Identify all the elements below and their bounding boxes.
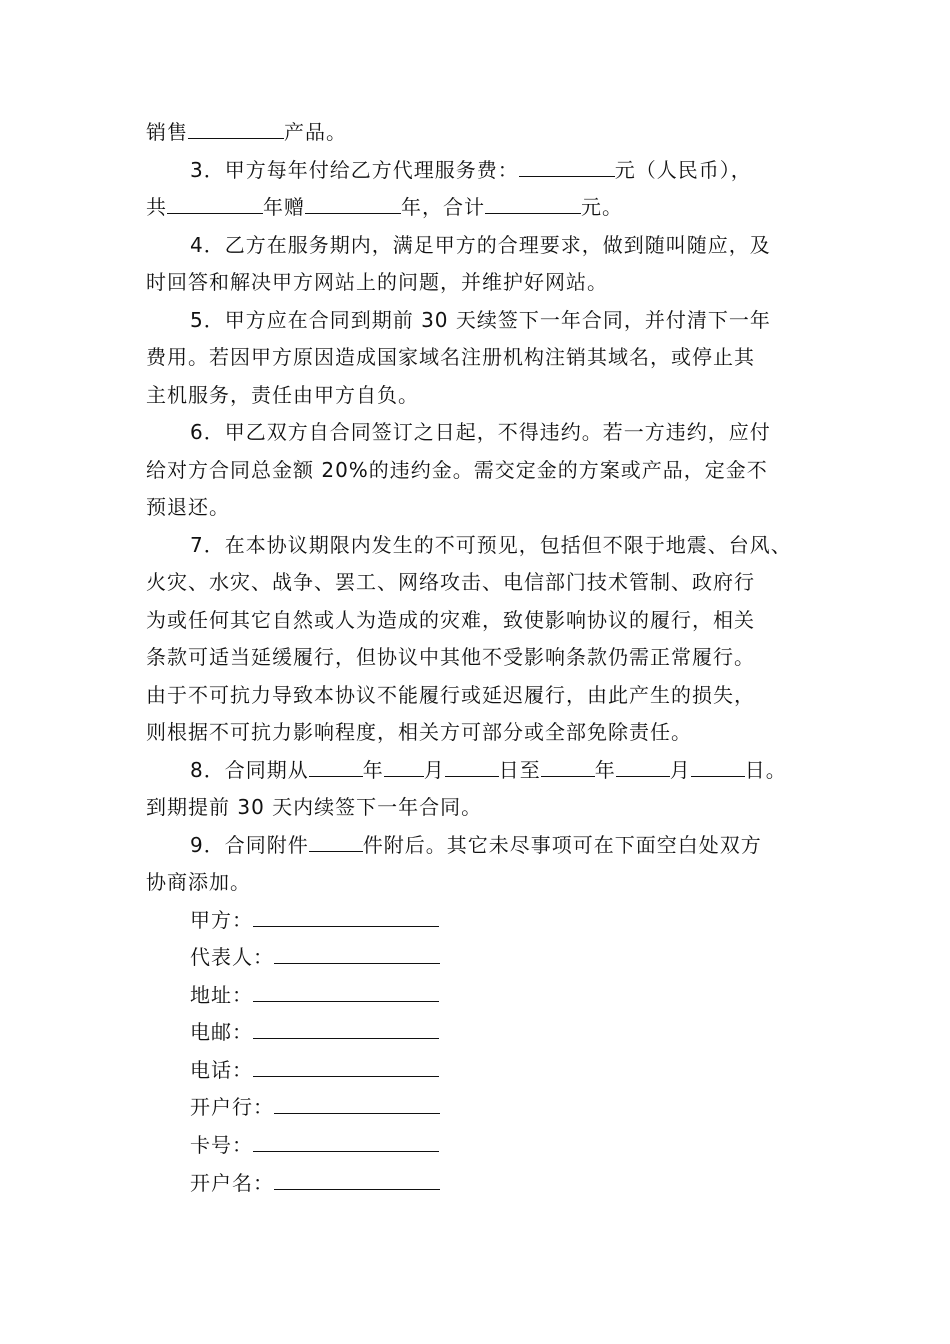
text-segment: 年	[362, 757, 384, 782]
blank-field	[445, 754, 499, 777]
contract-page	[146, 114, 810, 1202]
blank-field	[541, 754, 595, 777]
text-segment: 共	[146, 195, 167, 219]
text-line	[146, 152, 810, 190]
signature-field	[146, 939, 810, 977]
field-label: 甲方：	[190, 907, 253, 932]
text-line: 火灾、水灾、战争、罢工、网络攻击、电信部门技术管制、政府行	[146, 570, 755, 594]
text-segment: 8．合同期从	[190, 757, 309, 782]
signature-field	[146, 1052, 810, 1090]
text-segment: 元。	[581, 195, 623, 219]
blank-field	[253, 1054, 439, 1077]
blank-field	[274, 1091, 440, 1114]
text-line: 费用。若因甲方原因造成国家域名注册机构注销其域名，或停止其	[146, 345, 755, 369]
text-line	[146, 752, 810, 790]
text-segment: 年赠	[263, 195, 305, 219]
text-segment: 销售	[146, 120, 188, 144]
blank-field	[309, 829, 363, 852]
text-segment: 元（人民币），	[614, 157, 752, 182]
text-line	[146, 827, 810, 865]
text-segment: 产品。	[284, 120, 347, 144]
blank-field	[519, 154, 615, 177]
text-line: 4．乙方在服务期内，满足甲方的合理要求，做到随叫随应，及	[190, 232, 771, 257]
text-segment: 月	[669, 757, 691, 782]
text-line: 预退还。	[146, 495, 230, 519]
text-line: 时回答和解决甲方网站上的问题，并维护好网站。	[146, 270, 608, 294]
blank-field	[305, 191, 401, 214]
text-segment: 9．合同附件	[190, 832, 309, 857]
blank-field	[188, 116, 284, 139]
text-line: 6．甲乙双方自合同签订之日起，不得违约。若一方违约，应付	[190, 420, 771, 444]
field-label: 电话：	[190, 1057, 253, 1082]
text-segment: 年	[594, 757, 616, 782]
field-label: 代表人：	[190, 945, 274, 970]
text-segment: 件附后。其它未尽事项可在下面空白处双方	[362, 832, 762, 857]
field-label: 卡号：	[190, 1133, 253, 1158]
blank-field	[274, 1167, 440, 1190]
signature-field	[146, 977, 810, 1015]
blank-field	[274, 941, 440, 964]
text-segment: 日至	[498, 757, 541, 782]
text-line: 协商添加。	[146, 870, 251, 894]
text-line: 到期提前 30 天内续签下一年合同。	[146, 795, 483, 819]
text-line: 由于不可抗力导致本协议不能履行或延迟履行，由此产生的损失，	[146, 682, 755, 707]
text-segment: 3．甲方每年付给乙方代理服务费：	[190, 157, 519, 182]
field-label: 开户行：	[190, 1095, 274, 1120]
text-line	[146, 114, 810, 152]
blank-field	[309, 754, 363, 777]
signature-field	[146, 1165, 810, 1203]
text-segment: 日。	[744, 757, 787, 782]
signature-block	[146, 902, 810, 1203]
field-label: 电邮：	[190, 1020, 253, 1045]
blank-field	[691, 754, 745, 777]
text-line: 7．在本协议期限内发生的不可预见，包括但不限于地震、台风、	[190, 532, 792, 557]
field-label: 地址：	[190, 982, 253, 1007]
signature-field	[146, 902, 810, 940]
text-line: 为或任何其它自然或人为造成的灾难，致使影响协议的履行，相关	[146, 607, 755, 632]
text-line: 条款可适当延缓履行，但协议中其他不受影响条款仍需正常履行。	[146, 645, 755, 669]
signature-field	[146, 1127, 810, 1165]
text-line: 主机服务，责任由甲方自负。	[146, 382, 419, 407]
signature-field	[146, 1089, 810, 1127]
blank-field	[485, 191, 581, 214]
text-segment: 年，合计	[401, 195, 485, 219]
text-line	[146, 189, 810, 227]
text-line: 5．甲方应在合同到期前 30 天续签下一年合同，并付清下一年	[190, 307, 771, 332]
field-label: 开户名：	[190, 1170, 274, 1195]
blank-field	[253, 1129, 439, 1152]
signature-field	[146, 1014, 810, 1052]
blank-field	[253, 979, 439, 1002]
text-line: 则根据不可抗力影响程度，相关方可部分或全部免除责任。	[146, 720, 692, 744]
blank-field	[616, 754, 670, 777]
blank-field	[167, 191, 263, 214]
text-line: 给对方合同总金额 20%的违约金。需交定金的方案或产品，定金不	[146, 457, 768, 482]
text-segment: 月	[423, 757, 445, 782]
blank-field	[384, 754, 424, 777]
blank-field	[253, 1016, 439, 1039]
blank-field	[253, 904, 439, 927]
